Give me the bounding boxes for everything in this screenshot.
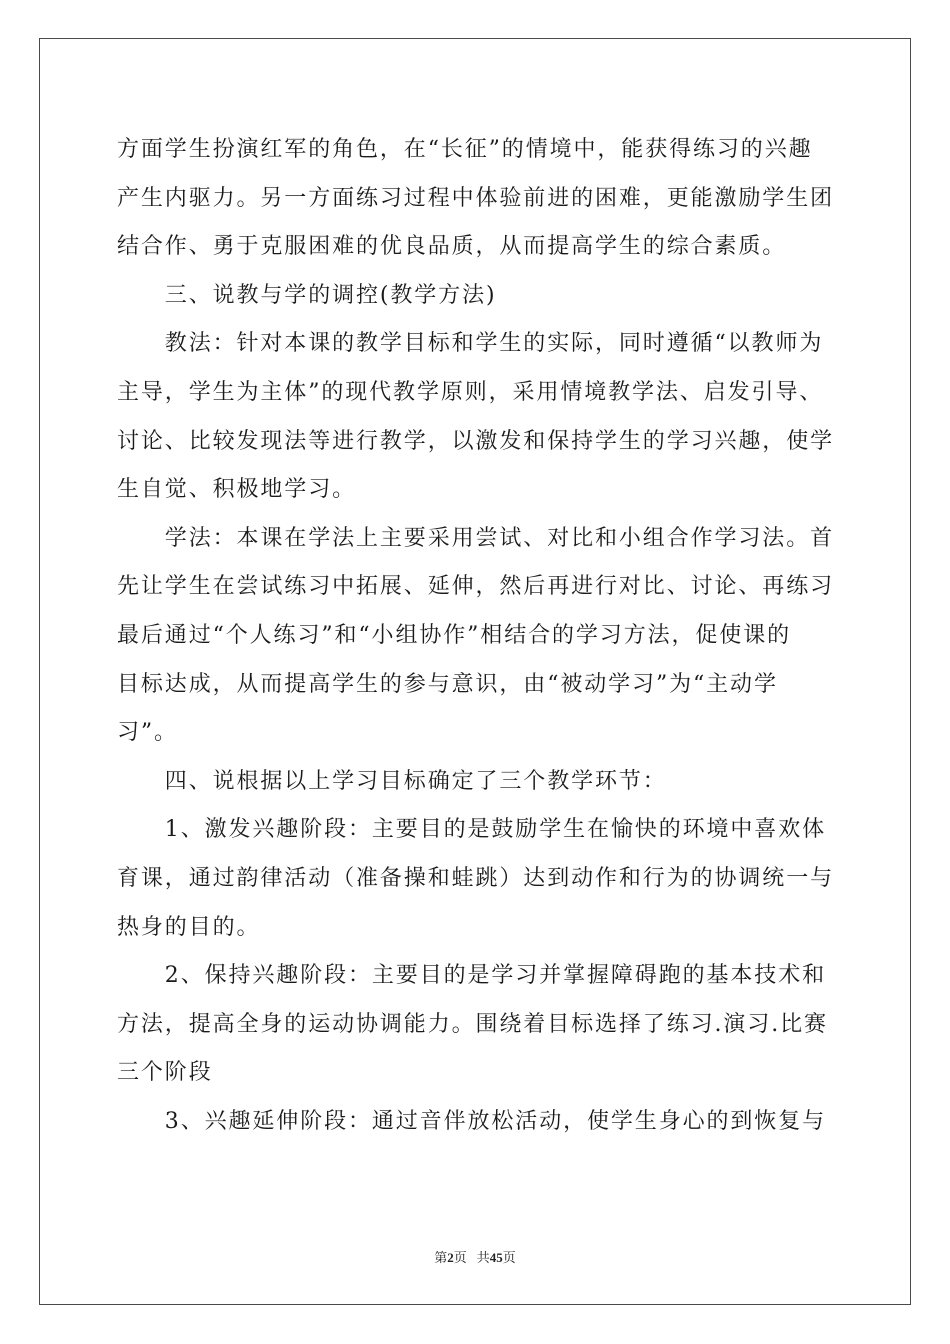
text-line: 2、保持兴趣阶段：主要目的是学习并掌握障碍跑的基本技术和: [117, 963, 826, 989]
footer-prefix: 第: [434, 1251, 448, 1266]
total-page-count: 45: [489, 1250, 503, 1265]
text-line: 3、兴趣延伸阶段：通过音伴放松活动，使学生身心的到恢复与: [117, 1108, 826, 1134]
text-line: 讨论、比较发现法等进行教学，以激发和保持学生的学习兴趣，使学: [117, 428, 835, 454]
page-footer: [0, 1247, 950, 1266]
document-body: [117, 126, 839, 1146]
current-page-number: 2: [447, 1250, 454, 1265]
section-heading: 四、说根据以上学习目标确定了三个教学环节：: [117, 768, 667, 794]
text-line: 1、激发兴趣阶段：主要目的是鼓励学生在愉快的环境中喜欢体: [117, 817, 826, 843]
text-line: 产生内驱力。另一方面练习过程中体验前进的困难，更能激励学生团: [117, 185, 835, 211]
text-line: 最后通过“个人练习”和“小组协作”相结合的学习方法，促使课的: [117, 622, 791, 648]
text-line: 目标达成，从而提高学生的参与意识，由“被动学习”为“主动学: [117, 671, 778, 697]
text-line: 先让学生在尝试练习中拓展、延伸，然后再进行对比、讨论、再练习: [117, 574, 835, 600]
text-line: 三个阶段: [117, 1060, 213, 1086]
text-line: 结合作、勇于克服困难的优良品质，从而提高学生的综合素质。: [117, 234, 787, 260]
section-heading: 三、说教与学的调控(教学方法): [117, 282, 497, 308]
text-line: 学法：本课在学法上主要采用尝试、对比和小组合作学习法。首: [117, 525, 835, 551]
footer-page-suffix: 页: [453, 1251, 467, 1266]
text-line: 方法，提高全身的运动协调能力。围绕着目标选择了练习.演习.比赛: [117, 1011, 828, 1037]
text-line: 教法：针对本课的教学目标和学生的实际，同时遵循“以教师为: [117, 331, 824, 357]
text-line: 习”。: [117, 720, 178, 746]
text-line: 热身的目的。: [117, 914, 261, 940]
footer-total-suffix: 页: [502, 1251, 516, 1266]
text-line: 方面学生扮演红军的角色，在“长征”的情境中，能获得练习的兴趣: [117, 137, 813, 162]
text-line: 主导，学生为主体”的现代教学原则，采用情境教学法、启发引导、: [117, 379, 824, 405]
text-line: 生自觉、积极地学习。: [117, 477, 357, 503]
footer-total-prefix: 共: [476, 1251, 490, 1266]
text-line: 育课，通过韵律活动（准备操和蛙跳）达到动作和行为的协调统一与: [117, 865, 835, 891]
